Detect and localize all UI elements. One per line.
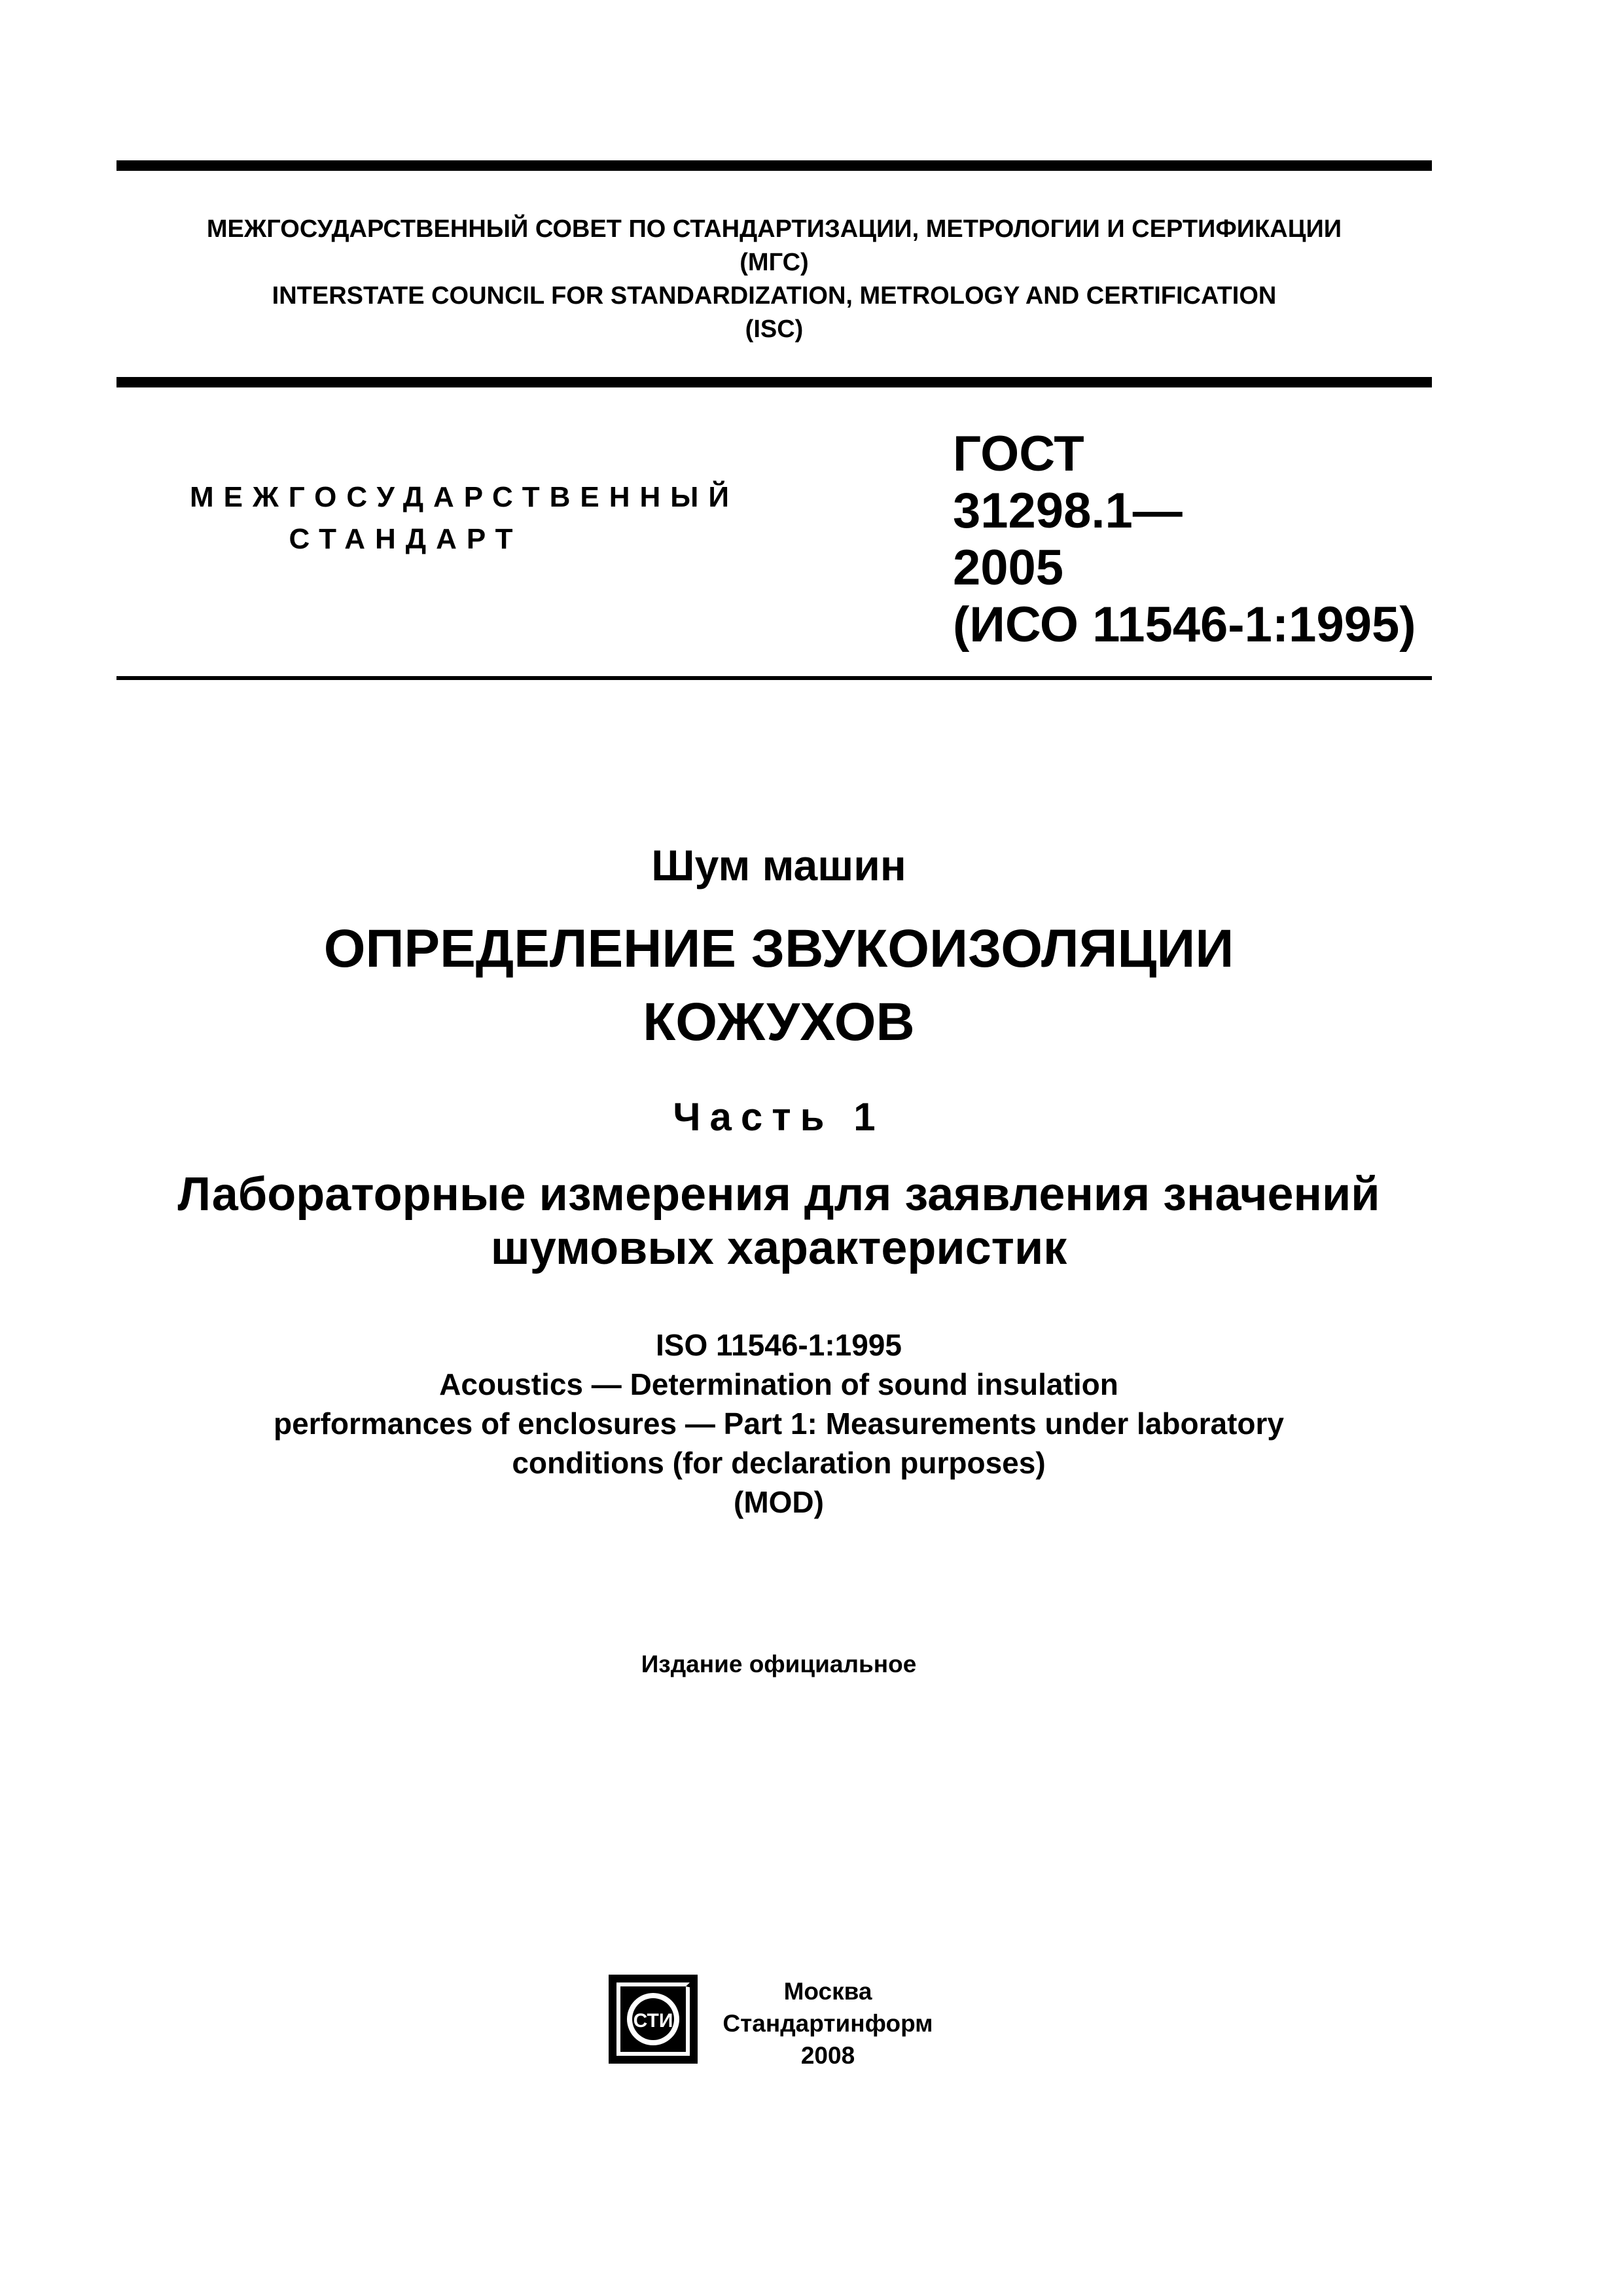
iso-number: ISO 11546-1:1995 [656,1328,902,1362]
iso-title-block [65,1325,1492,1522]
middle-rule [116,377,1432,387]
iso-title-line3: performances of enclosures — Part 1: Measurements under laboratory [273,1407,1285,1441]
designation-iso-ref: (ИСО 11546-1:1995) [953,597,1416,653]
designation-year: 2005 [953,540,1064,596]
publisher-name: Стандартинформ [722,2010,933,2037]
publisher-logo-text: СТИ [633,2010,673,2032]
council-header [116,213,1432,346]
publisher-block [720,1975,936,2072]
publisher-logo-icon [607,1973,699,2065]
standard-type-line2: СТАНДАРТ [289,523,523,555]
subtitle-line1: Лабораторные измерения для заявления значений [177,1168,1380,1221]
council-name-en: INTERSTATE COUNCIL FOR STANDARDIZATION, METROLOGY AND CERTIFICATION [272,282,1277,310]
publisher-year: 2008 [800,2042,855,2069]
subtitle-line2: шумовых характеристик [490,1222,1067,1274]
top-rule [116,160,1432,171]
council-name-ru: МЕЖГОСУДАРСТВЕННЫЙ СОВЕТ ПО СТАНДАРТИЗАЦИИ, МЕТРОЛОГИИ И СЕРТИФИКАЦИИ [206,215,1342,243]
publisher-city: Москва [783,1978,872,2005]
title-group: Шум машин [651,841,906,889]
standard-designation [953,425,1416,653]
lower-rule [116,676,1432,680]
standard-type [190,476,739,560]
iso-mod-label: (MOD) [734,1485,824,1519]
council-abbr-ru: (МГС) [740,249,809,276]
designation-number: 31298.1— [953,483,1183,539]
iso-title-line2: Acoustics — Determination of sound insulation [439,1367,1118,1401]
standard-type-line1: МЕЖГОСУДАРСТВЕННЫЙ [190,481,739,513]
edition-label: Издание официальное [641,1651,917,1677]
designation-prefix: ГОСТ [953,426,1084,482]
part-label: Часть 1 [673,1095,885,1139]
main-title-line2: КОЖУХОВ [643,992,915,1052]
council-abbr-en: (ISC) [745,315,804,343]
main-title-line1: ОПРЕДЕЛЕНИЕ ЗВУКОИЗОЛЯЦИИ [323,919,1234,978]
iso-title-line4: conditions (for declaration purposes) [512,1446,1046,1480]
